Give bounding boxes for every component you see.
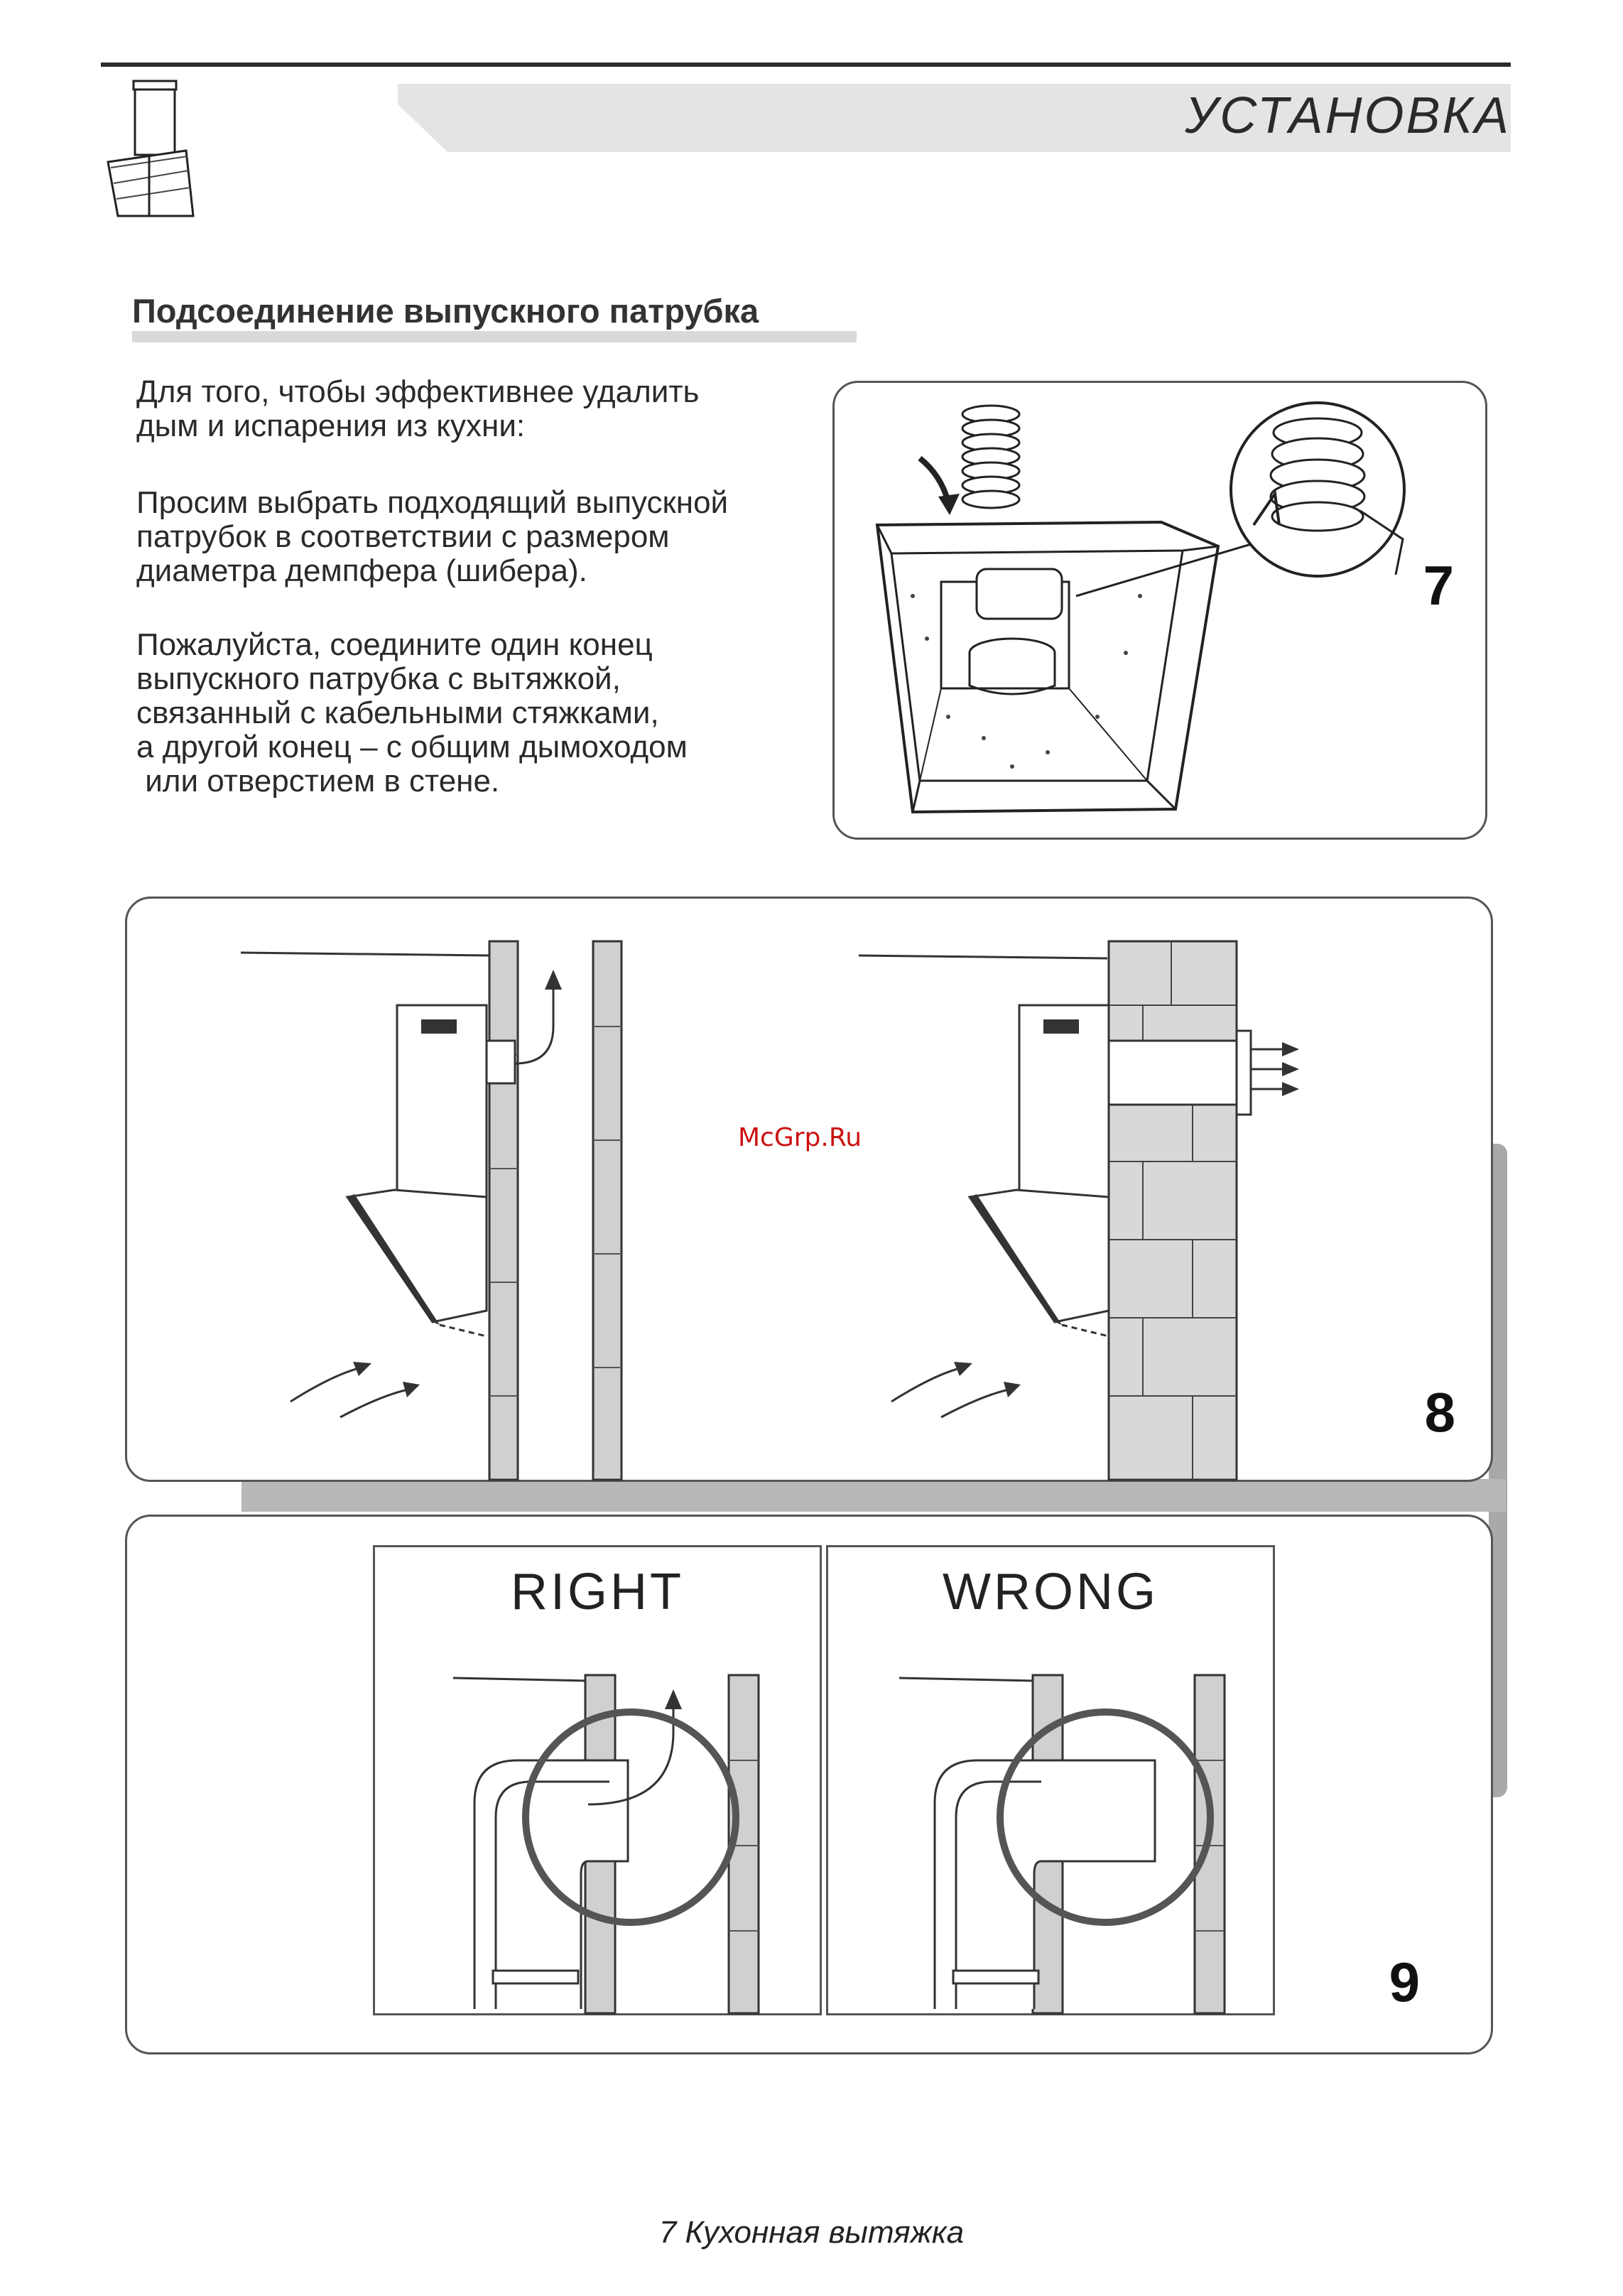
correct-duct-connection-illustration [375, 1547, 820, 2013]
text-line: диаметра демпфера (шибера). [136, 553, 587, 588]
section-heading: Подсоединение выпускного патрубка [132, 292, 759, 330]
text-line: или отверстием в стене. [136, 764, 500, 798]
figure-7-number: 7 [1423, 554, 1454, 617]
top-rule [101, 63, 1511, 67]
page-footer: 7 Кухонная вытяжка [658, 2215, 965, 2250]
text-line: патрубок в соответствии с размером [136, 519, 670, 554]
figure-9-number: 9 [1389, 1951, 1420, 2013]
right-label: RIGHT [511, 1564, 684, 1620]
watermark: McGrp.Ru [738, 1123, 862, 1152]
hood-logo-icon [104, 77, 203, 226]
incorrect-duct-connection-illustration [828, 1547, 1273, 2013]
separator-bar [241, 1479, 1506, 1512]
paragraph-intro [136, 375, 818, 443]
figure-8-number: 8 [1424, 1381, 1455, 1444]
hood-top-duct-illustration [835, 383, 1485, 838]
hood-exhaust-to-chimney-illustration [127, 899, 1491, 1480]
wrong-panel [826, 1545, 1275, 2015]
paragraph-connect-pipe [136, 628, 818, 798]
figure-8-box [125, 897, 1493, 1482]
right-panel [373, 1545, 822, 2015]
figure-7-box [832, 381, 1487, 840]
paragraph-choose-pipe [136, 486, 818, 588]
text-line: Пожалуйста, соедините один конец [136, 627, 653, 662]
text-line: связанный с кабельными стяжками, [136, 695, 659, 730]
section-heading-underline [132, 331, 857, 342]
text-line: дым и испарения из кухни: [136, 408, 526, 443]
text-line: Для того, чтобы эффективнее удалить [136, 374, 700, 409]
page-title: УСТАНОВКА [1185, 87, 1511, 144]
text-line: выпускного патрубка с вытяжкой, [136, 661, 621, 696]
wrong-label: WRONG [943, 1564, 1158, 1620]
text-line: а другой конец – с общим дымоходом [136, 730, 688, 764]
text-line: Просим выбрать подходящий выпускной [136, 485, 729, 520]
figure-9-box [125, 1515, 1493, 2054]
